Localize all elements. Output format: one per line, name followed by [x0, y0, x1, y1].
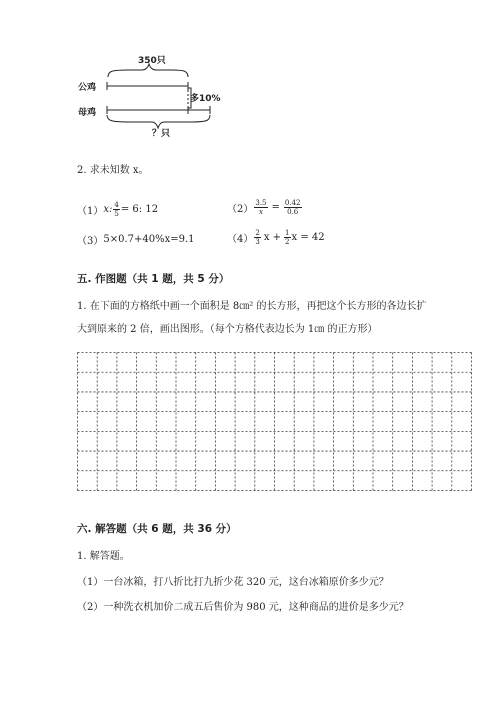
eq2-fraction-left [254, 199, 267, 216]
section6-sub1: （1）一台冰箱，打八折比打九折少花 320 元，这台冰箱原价多少元？ [77, 577, 389, 588]
unknown-label: ？只 [152, 129, 171, 139]
eq2-den2: 0.6 [287, 208, 299, 216]
row2-label: 母鸡 [78, 108, 97, 118]
eq3-index: （3） [77, 236, 104, 247]
eq2-num1: 3.5 [255, 199, 267, 207]
section6-sub2: （2）一种洗衣机加价二成五后售价为 980 元，这种商品的进价是多少元？ [77, 602, 409, 613]
eq4-mid: x + [263, 232, 282, 243]
eq2-den1: x [258, 208, 263, 216]
section5-heading: 五. 作图题（共 1 题，共 5 分） [77, 273, 230, 285]
eq1-den: 5 [114, 210, 119, 218]
section5-q1-line1: 1. 在下面的方格纸中画一个面积是 8㎝² 的长方形，再把这个长方形的各边长扩 [77, 301, 427, 312]
eq4-post: x = 42 [291, 232, 325, 243]
section6-heading: 六. 解答题（共 6 题，共 36 分） [77, 523, 237, 535]
equation-2 [227, 199, 303, 216]
eq4-num2: 1 [285, 229, 290, 237]
percent-label: 多10% [190, 94, 221, 104]
eq4-fraction-1 [254, 229, 260, 246]
eq2-equals: = [271, 202, 280, 213]
segment-diagram [70, 55, 230, 145]
total-label: 350只 [138, 56, 166, 66]
eq4-index: （4） [227, 234, 254, 245]
eq1-index: （1） [77, 206, 104, 217]
equation-3 [77, 232, 195, 247]
equation-4 [227, 229, 325, 246]
q2-title: 2. 求未知数 x。 [77, 165, 149, 176]
section6-q1-title: 1. 解答题。 [77, 551, 130, 562]
equation-1 [77, 201, 158, 218]
eq2-fraction-right [284, 199, 302, 216]
eq4-num1: 2 [255, 229, 260, 237]
row1-label: 公鸡 [78, 83, 97, 93]
eq4-den2: 2 [285, 238, 290, 246]
eq1-fraction [113, 201, 119, 218]
eq3-expr: 5×0.7+40%x=9.1 [103, 234, 195, 245]
square-grid-svg[interactable] [77, 352, 472, 491]
eq4-fraction-2 [284, 229, 290, 246]
eq1-post: = 6: 12 [120, 204, 159, 215]
eq1-num: 4 [114, 201, 119, 209]
eq2-index: （2） [227, 204, 254, 215]
section5-q1-line2: 大到原来的 2 倍，画出图形。（每个方格代表边长为 1㎝ 的正方形） [77, 324, 378, 335]
eq2-num2: 0.42 [284, 199, 301, 207]
square-grid[interactable] [77, 352, 472, 491]
eq1-pre: x: [103, 204, 113, 215]
eq4-den1: 3 [255, 238, 260, 246]
